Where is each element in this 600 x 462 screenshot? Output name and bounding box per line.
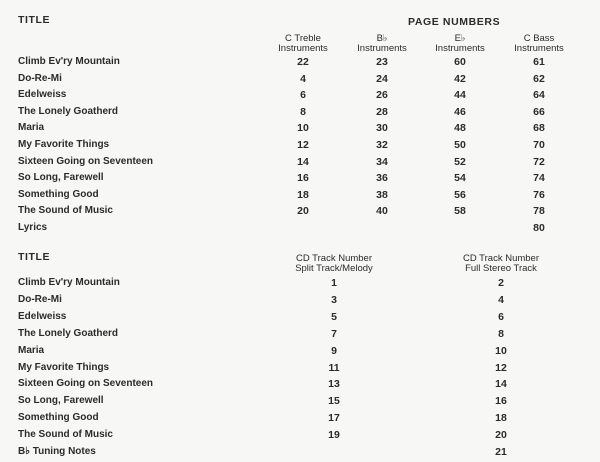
track-column-header-line1: CD Track Number [295,253,372,264]
track-number: 20 [495,429,507,442]
page-number: 74 [533,172,545,185]
page-column-header-line1: C Bass [523,33,555,44]
track-number: 19 [328,429,340,442]
page-number: 10 [297,122,309,135]
page-column-header-line1: E♭ [454,33,466,44]
page-number: 50 [454,139,466,151]
track-number: 7 [331,327,337,340]
tracks-title-header: TITLE [18,251,51,263]
page-number: 52 [454,155,466,168]
page-number: 12 [297,139,309,151]
track-number: 3 [331,293,337,306]
song-title: Sixteen Going on Seventeen [18,155,154,167]
track-column-header-line1: CD Track Number [462,253,539,264]
page-number: 34 [376,155,388,168]
page-number: 18 [297,188,309,201]
song-title: The Lonely Goatherd [18,327,119,339]
page-number: 42 [454,72,466,85]
page-column-header-line2: Instruments [357,43,407,54]
page-column-header-line2: Instruments [435,43,485,54]
page-number: 44 [454,89,466,102]
track-number: 10 [495,344,507,357]
track-number: 18 [495,412,507,425]
page-number: 61 [533,56,545,68]
page-column-header-line1: B♭ [376,33,388,44]
song-title: Do-Re-Mi [18,72,62,84]
song-title: Maria [18,344,45,356]
page-number: 80 [533,222,545,234]
page-number: 4 [300,72,306,85]
page-number: 32 [376,139,388,151]
track-column-header-line2: Split Track/Melody [295,263,373,274]
track-number: 6 [498,310,504,323]
track-column-header-line2: Full Stereo Track [465,263,537,274]
page-number: 14 [297,155,309,168]
page-number: 30 [376,122,388,135]
track-number: 9 [331,344,337,357]
page-number: 66 [533,105,545,118]
page-number: 60 [454,56,466,68]
song-title: My Favorite Things [18,139,110,150]
track-number: 17 [328,412,340,425]
track-number: 16 [495,395,507,408]
track-number: 5 [331,310,337,323]
page-number: 70 [533,139,545,151]
page-number: 20 [297,205,309,218]
song-title: Lyrics [18,222,48,233]
page-number: 78 [533,205,545,218]
page-column-header-line2: Instruments [514,43,564,54]
page-number: 16 [297,172,309,185]
page-number: 76 [533,188,545,201]
song-title: Sixteen Going on Seventeen [18,378,154,390]
page-column-header-line1: C Treble [285,33,321,44]
page-number: 36 [376,172,388,185]
page-number: 62 [533,72,545,85]
page-number: 54 [454,172,466,185]
track-number: 21 [495,446,507,458]
page-column-header-line2: Instruments [278,43,328,54]
page-number: 48 [454,122,466,135]
page-number: 72 [533,155,545,168]
track-number: 15 [328,395,340,408]
song-title: So Long, Farewell [18,172,104,184]
song-title: Maria [18,122,45,134]
page-number: 8 [300,105,306,118]
song-title: Do-Re-Mi [18,293,62,305]
page-numbers-header: PAGE NUMBERS [408,16,501,28]
page-number: 26 [376,89,388,102]
page-numbers-title-header: TITLE [18,14,51,26]
page-number: 23 [376,56,388,68]
page-number: 38 [376,188,388,201]
page-number: 58 [454,205,466,218]
song-title: The Sound of Music [18,205,113,217]
track-number: 4 [498,293,504,306]
song-title: The Lonely Goatherd [18,105,119,117]
song-title: Something Good [18,412,99,424]
song-title: Climb Ev'ry Mountain [18,277,120,288]
song-title: My Favorite Things [18,361,110,373]
song-title: Climb Ev'ry Mountain [18,56,120,67]
track-number: 2 [498,277,504,289]
page-number: 68 [533,122,545,135]
song-title: B♭ Tuning Notes [18,446,96,457]
page-number: 22 [297,56,309,68]
page-number: 24 [376,72,388,85]
track-number: 1 [331,277,337,289]
track-number: 12 [495,361,507,374]
song-title: The Sound of Music [18,429,113,441]
song-title: Something Good [18,188,99,200]
page-number: 64 [533,89,545,102]
track-number: 14 [495,378,507,391]
track-number: 8 [498,327,504,340]
page-number: 56 [454,188,466,201]
page-number: 46 [454,105,466,118]
song-title: Edelweiss [18,89,67,101]
song-title: So Long, Farewell [18,395,104,407]
page-number: 6 [300,89,306,102]
track-number: 13 [328,378,340,391]
page-number: 40 [376,205,388,218]
song-title: Edelweiss [18,310,67,322]
page-number: 28 [376,105,388,118]
track-number: 11 [328,361,340,374]
